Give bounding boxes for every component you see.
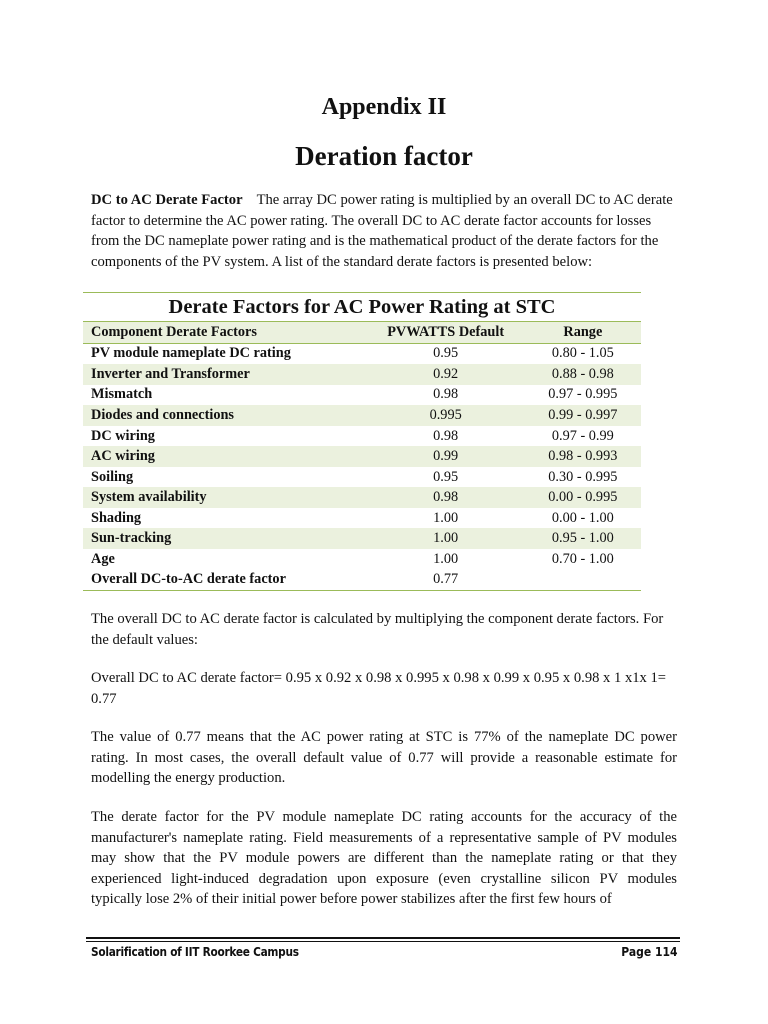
default-cell: 0.98 bbox=[433, 386, 459, 403]
default-cell: 0.995 bbox=[367, 405, 525, 426]
table-row bbox=[83, 549, 641, 570]
table-row bbox=[83, 364, 641, 385]
component-cell: DC wiring bbox=[91, 427, 155, 444]
table-row bbox=[83, 385, 641, 406]
range-cell: 0.99 - 0.997 bbox=[525, 405, 641, 426]
table-row-total bbox=[83, 570, 641, 591]
intro-paragraph bbox=[91, 190, 677, 272]
header-range: Range bbox=[525, 322, 641, 344]
table-row bbox=[83, 343, 641, 364]
footer-page-number: Page 114 bbox=[621, 945, 678, 959]
range-cell bbox=[525, 570, 641, 591]
range-cell: 0.88 - 0.98 bbox=[525, 364, 641, 385]
component-cell: Mismatch bbox=[91, 386, 153, 403]
default-cell: 0.98 bbox=[367, 487, 525, 508]
range-cell: 0.30 - 0.995 bbox=[548, 468, 618, 485]
component-cell: PV module nameplate DC rating bbox=[91, 345, 291, 362]
range-cell: 0.95 - 1.00 bbox=[525, 528, 641, 549]
component-cell: AC wiring bbox=[83, 446, 367, 467]
header-default: PVWATTS Default bbox=[367, 322, 525, 344]
component-cell: Shading bbox=[91, 509, 142, 526]
default-cell: 0.77 bbox=[433, 571, 459, 588]
appendix-heading: Appendix II bbox=[321, 94, 447, 120]
range-cell: 0.00 - 0.995 bbox=[525, 487, 641, 508]
range-cell: 0.97 - 0.995 bbox=[548, 386, 618, 403]
component-cell: Inverter and Transformer bbox=[83, 364, 367, 385]
default-cell: 0.99 bbox=[367, 446, 525, 467]
table-row bbox=[83, 405, 641, 426]
default-cell: 0.95 bbox=[433, 468, 459, 485]
body-paragraph-3: The value of 0.77 means that the AC power rating at STC is 77% of the nameplate DC power rating. In most cases, the overall default value of 0.77 will provide a reasonable estimate for modelling the energy production. bbox=[91, 729, 677, 786]
table-title: Derate Factors for AC Power Rating at STC bbox=[168, 296, 556, 318]
component-cell: Diodes and connections bbox=[83, 405, 367, 426]
range-cell: 0.98 - 0.993 bbox=[525, 446, 641, 467]
default-cell: 1.00 bbox=[367, 528, 525, 549]
range-cell: 0.97 - 0.99 bbox=[551, 427, 614, 444]
table-bottom-rule bbox=[83, 590, 641, 591]
component-cell: Age bbox=[91, 550, 115, 567]
footer-rule-thin bbox=[86, 941, 680, 942]
table-row bbox=[83, 426, 641, 447]
default-cell: 1.00 bbox=[433, 550, 459, 567]
derate-factors-table bbox=[83, 292, 641, 591]
default-cell: 0.95 bbox=[433, 345, 459, 362]
range-cell: 0.00 - 1.00 bbox=[551, 509, 614, 526]
page-title: Deration factor bbox=[295, 141, 473, 171]
table-row bbox=[83, 487, 641, 508]
default-cell: 1.00 bbox=[433, 509, 459, 526]
footer-rule bbox=[86, 937, 680, 939]
table-header-row bbox=[83, 322, 641, 344]
table-row bbox=[83, 467, 641, 488]
body-paragraph-2: Overall DC to AC derate factor= 0.95 x 0.92 x 0.98 x 0.995 x 0.98 x 0.99 x 0.95 x 0.98 x 1 x1x 1= 0.77 bbox=[91, 670, 667, 707]
table-row bbox=[83, 446, 641, 467]
header-component: Component Derate Factors bbox=[83, 322, 367, 344]
intro-text: The array DC power rating is multiplied by an overall DC to AC derate factor to determine the AC power rating. The overall DC to AC derate factor accounts for losses from the DC nameplate power rating and is the mathematical product of the derate factors for the components of the PV system. A list of the standard derate factors is presented below: bbox=[91, 192, 673, 270]
component-cell: Overall DC-to-AC derate factor bbox=[91, 571, 286, 588]
table-row bbox=[83, 508, 641, 529]
range-cell: 0.70 - 1.00 bbox=[551, 550, 614, 567]
range-cell: 0.80 - 1.05 bbox=[551, 345, 614, 362]
component-cell: Sun-tracking bbox=[83, 528, 367, 549]
component-cell: System availability bbox=[83, 487, 367, 508]
default-cell: 0.92 bbox=[367, 364, 525, 385]
body-paragraph-4: The derate factor for the PV module nameplate DC rating accounts for the accuracy of the manufacturer's nameplate rating. Field measurements of a representative sample of PV modules may show that the PV module powers are different than the nameplate rating or that they experienced light-induced degradation upon exposure (even crystalline silicon PV modules typically lose 2% of their initial power before power stabilizes after the first few hours of bbox=[91, 809, 677, 907]
derate-table bbox=[83, 321, 641, 590]
table-row bbox=[83, 528, 641, 549]
body-paragraph-1: The overall DC to AC derate factor is calculated by multiplying the component derate factors. For the default values: bbox=[91, 611, 664, 648]
default-cell: 0.98 bbox=[433, 427, 459, 444]
intro-label: DC to AC Derate Factor bbox=[91, 192, 243, 208]
footer-document-title: Solarification of IIT Roorkee Campus bbox=[91, 945, 299, 959]
component-cell: Soiling bbox=[91, 468, 134, 485]
